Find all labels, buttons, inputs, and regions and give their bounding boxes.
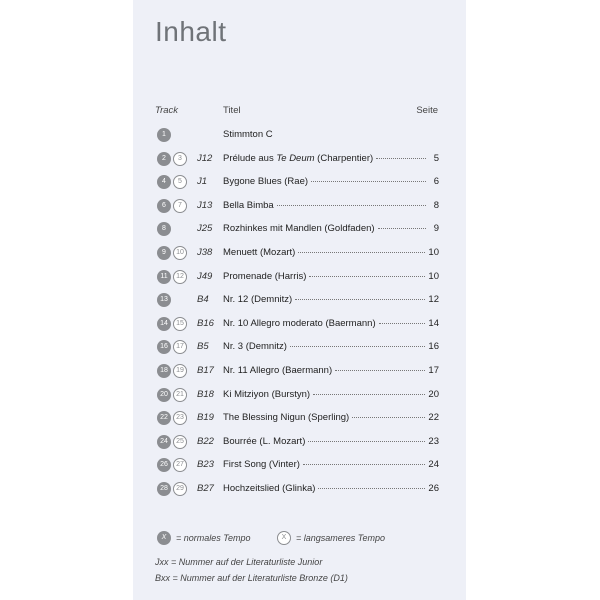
track-normal-icon: 26	[157, 458, 171, 472]
dot-leader	[295, 299, 425, 300]
page-number: 20	[428, 388, 439, 400]
piece-title: The Blessing Nigun (Sperling)	[223, 412, 350, 424]
list-code: B27	[197, 483, 214, 494]
track-normal-icon: 9	[157, 246, 171, 260]
piece-title: Menuett (Mozart)	[223, 247, 296, 258]
track-normal-icon: 4	[157, 175, 171, 189]
piece-entry	[223, 483, 439, 494]
dot-leader	[313, 394, 425, 395]
list-code: B5	[197, 341, 209, 353]
track-slow-icon: 17	[173, 340, 187, 354]
track-slow-icon: 10	[173, 246, 187, 260]
track-normal-icon: 20	[157, 388, 171, 402]
table-row	[155, 458, 439, 474]
piece-entry	[223, 247, 439, 258]
table-row	[155, 435, 439, 451]
contents-page	[133, 0, 466, 600]
page-number: 12	[428, 294, 439, 306]
track-slow-icon: 3	[173, 152, 187, 166]
header-track: Track	[155, 105, 179, 116]
piece-entry	[223, 176, 439, 187]
track-normal-icon: 6	[157, 199, 171, 213]
dot-leader	[309, 276, 425, 277]
piece-title: Prélude aus Te Deum (Charpentier)	[223, 152, 374, 164]
list-code: J49	[197, 270, 213, 282]
piece-entry	[223, 389, 439, 400]
outline-track-icon: X	[277, 531, 291, 545]
dot-leader	[379, 323, 426, 324]
list-code: B23	[197, 459, 214, 471]
piece-entry	[223, 459, 439, 470]
table-row	[155, 340, 439, 356]
page-number: 5	[433, 152, 439, 164]
page-number: 8	[433, 199, 439, 211]
track-normal-icon: 13	[157, 293, 171, 307]
track-normal-icon: 18	[157, 364, 171, 378]
table-row	[155, 317, 439, 333]
track-normal-icon: 11	[157, 270, 171, 284]
track-slow-icon: 23	[173, 411, 187, 425]
piece-title: Promenade (Harris)	[223, 270, 307, 282]
legend	[155, 531, 455, 547]
dot-leader	[298, 252, 425, 253]
dot-leader	[308, 441, 425, 442]
piece-entry	[223, 129, 439, 140]
track-slow-icon: 12	[173, 270, 187, 284]
piece-entry	[223, 200, 439, 211]
piece-entry	[223, 153, 439, 164]
table-row	[155, 270, 439, 286]
dot-leader	[318, 488, 425, 489]
list-code: J13	[197, 199, 213, 211]
page-number: 14	[428, 317, 439, 329]
piece-title: Rozhinkes mit Mandlen (Goldfaden)	[223, 223, 375, 235]
list-code: J25	[197, 223, 213, 235]
dot-leader	[378, 228, 426, 229]
table-row	[155, 199, 439, 215]
page-title: Inhalt	[155, 16, 227, 47]
page-number: 22	[428, 412, 439, 424]
page-number: 10	[428, 270, 439, 282]
dot-leader	[335, 370, 425, 371]
track-slow-icon: 27	[173, 458, 187, 472]
track-normal-icon: 1	[157, 128, 171, 142]
track-normal-icon: 16	[157, 340, 171, 354]
list-code: B19	[197, 412, 214, 424]
table-row	[155, 388, 439, 404]
track-normal-icon: 14	[157, 317, 171, 331]
legend-slow-text: = langsameres Tempo	[296, 533, 385, 543]
track-slow-icon: 5	[173, 175, 187, 189]
table-row	[155, 222, 439, 238]
track-slow-icon: 25	[173, 435, 187, 449]
table-row	[155, 411, 439, 427]
legend-normal-text: = normales Tempo	[176, 533, 251, 543]
dot-leader	[303, 464, 426, 465]
list-code: B17	[197, 365, 214, 376]
list-code: J1	[197, 176, 208, 188]
piece-entry	[223, 318, 439, 329]
piece-title: Ki Mitziyon (Burstyn)	[223, 388, 311, 400]
page-number: 9	[433, 223, 439, 235]
list-code: B18	[197, 388, 214, 400]
piece-title: Nr. 12 (Demnitz)	[223, 294, 293, 306]
track-slow-icon: 7	[173, 199, 187, 213]
piece-title: Nr. 3 (Demnitz)	[223, 341, 287, 353]
note-bronze: Bxx = Nummer auf der Literaturliste Bronze (D1)	[155, 573, 348, 583]
page-number: 26	[428, 483, 439, 494]
piece-entry	[223, 341, 439, 352]
page-number: 24	[428, 459, 439, 471]
note-junior: Jxx = Nummer auf der Literaturliste Junior	[155, 557, 323, 567]
page-number: 17	[428, 365, 439, 376]
piece-title: Nr. 11 Allegro (Baermann)	[223, 365, 333, 376]
piece-title: First Song (Vinter)	[223, 459, 300, 471]
header-titel: Titel	[223, 105, 241, 116]
track-slow-icon: 29	[173, 482, 187, 496]
page-number: 23	[428, 435, 439, 447]
dot-leader	[311, 181, 426, 182]
filled-track-icon: X	[157, 531, 171, 545]
table-row	[155, 175, 439, 191]
track-normal-icon: 24	[157, 435, 171, 449]
track-normal-icon: 22	[157, 411, 171, 425]
piece-title: Hochzeitslied (Glinka)	[223, 483, 316, 494]
list-code: J12	[197, 152, 213, 164]
list-code: J38	[197, 247, 213, 258]
track-slow-icon: 19	[173, 364, 187, 378]
table-row	[155, 482, 439, 498]
table-row	[155, 246, 439, 262]
piece-entry	[223, 436, 439, 447]
dot-leader	[352, 417, 425, 418]
piece-entry	[223, 223, 439, 234]
table-row	[155, 128, 439, 144]
dot-leader	[277, 205, 426, 206]
header-seite: Seite	[416, 105, 438, 116]
track-normal-icon: 8	[157, 222, 171, 236]
track-normal-icon: 28	[157, 482, 171, 496]
track-normal-icon: 2	[157, 152, 171, 166]
table-row	[155, 293, 439, 309]
list-code: B4	[197, 294, 209, 306]
piece-title: Stimmton C	[223, 129, 273, 140]
piece-entry	[223, 271, 439, 282]
piece-title: Bourrée (L. Mozart)	[223, 435, 306, 447]
page-number: 16	[428, 341, 439, 353]
dot-leader	[290, 346, 426, 347]
piece-title: Nr. 10 Allegro moderato (Baermann)	[223, 317, 376, 329]
piece-entry	[223, 294, 439, 305]
list-code: B16	[197, 317, 214, 329]
piece-entry	[223, 412, 439, 423]
piece-title: Bygone Blues (Rae)	[223, 176, 309, 188]
list-code: B22	[197, 435, 214, 447]
dot-leader	[376, 158, 426, 159]
track-slow-icon: 21	[173, 388, 187, 402]
page-number: 10	[428, 247, 439, 258]
table-row	[155, 152, 439, 168]
piece-entry	[223, 365, 439, 376]
table-row	[155, 364, 439, 380]
piece-title: Bella Bimba	[223, 199, 274, 211]
track-slow-icon: 15	[173, 317, 187, 331]
page-number: 6	[433, 176, 439, 188]
